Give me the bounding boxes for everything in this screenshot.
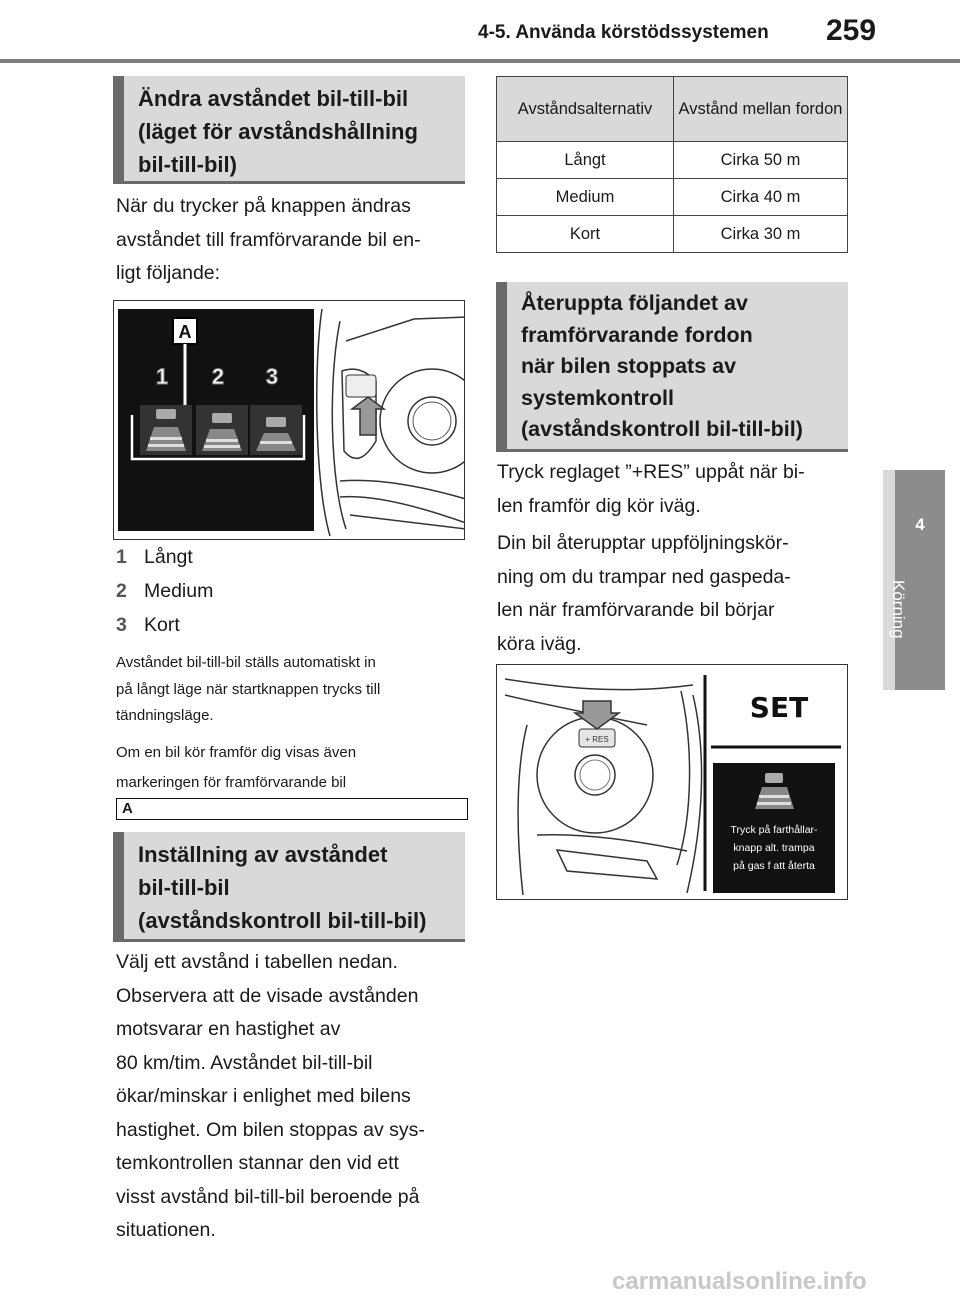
heading-line: bil-till-bil) [138,152,237,177]
table-row [497,179,848,216]
list-number: 2 [116,580,127,602]
table-header-row [497,77,848,142]
table-cell: Kort [497,216,674,253]
distance-table [496,76,848,253]
marker-a-badge: A [116,798,468,820]
list-number: 3 [116,614,127,636]
page-number: 259 [826,14,877,47]
res-switch-figure [496,664,848,900]
distance-medium-icon [196,405,248,455]
heading-line: systemkontroll [521,385,674,410]
text-line: på långt läge när startknappen trycks till [116,680,381,698]
set-distance-paragraph [116,946,476,1248]
table-cell: Långt [497,142,674,179]
display-line: på gas f att återta [733,860,815,872]
text-line: temkontrollen stannar den vid ett [116,1152,399,1174]
list-label: Långt [144,546,193,568]
side-tab-label: Körning [889,580,908,639]
text-line: köra iväg. [497,632,582,655]
text-line: len när framförvarande bil börjar [497,599,775,621]
text-line: ligt följande: [116,262,221,284]
table-row [497,142,848,179]
list-item [116,574,456,608]
intro-paragraph [116,190,468,291]
list-item [116,608,456,642]
table-header-distance: Avstånd mellan fordon [674,77,848,142]
digit-1: 1 [155,364,169,389]
text-line: visst avstånd bil-till-bil beroende på [116,1185,420,1208]
section-heading-resume [496,282,848,452]
text-line: motsvarar en hastighet av [116,1018,341,1040]
text-line: avståndet till framförvarande bil en- [116,228,421,251]
digit-3: 3 [265,364,279,389]
distance-button-illustration [114,301,465,540]
heading-line: Återuppta följandet av [521,291,748,315]
distance-mode-list [116,540,456,642]
text-line: ökar/minskar i enlighet med bilens [116,1085,411,1107]
watermark: carmanualsonline.info [612,1268,867,1295]
table-header-option: Avståndsalternativ [497,77,674,142]
list-item [116,540,456,574]
list-number: 1 [116,546,127,568]
table-cell: Cirka 30 m [674,216,848,253]
table-row [497,216,848,253]
distance-button-figure [113,300,465,540]
text-line: 80 km/tim. Avståndet bil-till-bil [116,1051,373,1074]
list-label: Kort [144,614,180,636]
text-line: ning om du trampar ned gaspeda- [497,565,791,588]
text-line: Avståndet bil-till-bil ställs automatiskt in [116,654,376,671]
text-line: len framför dig kör iväg. [497,494,701,517]
heading-line: (avståndskontroll bil-till-bil) [521,417,803,441]
table-cell: Medium [497,179,674,216]
text-line: Välj ett avstånd i tabellen nedan. [116,951,398,973]
note-auto-long [116,650,468,730]
res-label: + RES [585,735,609,744]
header-rule [0,59,960,63]
side-tab-number: 4 [915,515,925,534]
display-line: Tryck på farthållar- [730,824,818,836]
text-line: hastighet. Om bilen stoppas av sys- [116,1118,425,1141]
text-line: tändningsläge. [116,707,214,724]
table-cell: Cirka 40 m [674,179,848,216]
resume-paragraph-1 [497,456,857,523]
distance-short-icon [250,405,302,455]
text-line: Din bil återupptar uppföljningskör- [497,532,789,554]
heading-line: (avståndskontroll bil-till-bil) [138,908,427,933]
text-line: Om en bil kör framför dig visas även [116,744,357,761]
set-label: SET [749,691,809,724]
chapter-title: 4-5. Använda körstödssystemen [478,22,769,43]
heading-line: Ändra avståndet bil-till-bil [138,86,409,111]
heading-line: bil-till-bil [138,875,230,900]
section-heading-change-distance [113,76,465,184]
heading-line: Inställning av avståndet [138,842,388,867]
callout-a: A [178,322,192,342]
digit-2: 2 [211,364,225,389]
section-heading-set-distance [113,832,465,942]
list-label: Medium [144,580,214,602]
text-line: Tryck reglaget ”+RES” uppåt när bi- [497,461,805,483]
heading-line: (läget för avståndshållning [138,119,418,144]
text-line: Observera att de visade avstånden [116,984,419,1007]
resume-paragraph-2 [497,527,857,661]
text-part: markeringen för framförvarande bil [116,774,347,791]
display-line: knapp alt. trampa [733,842,815,854]
res-switch-illustration [497,665,848,900]
heading-line: framförvarande fordon [521,322,753,347]
text-line: När du trycker på knappen ändras [116,195,411,217]
distance-long-icon [140,405,192,455]
table-cell: Cirka 50 m [674,142,848,179]
heading-line: när bilen stoppats av [521,354,737,378]
text-line: situationen. [116,1219,216,1241]
